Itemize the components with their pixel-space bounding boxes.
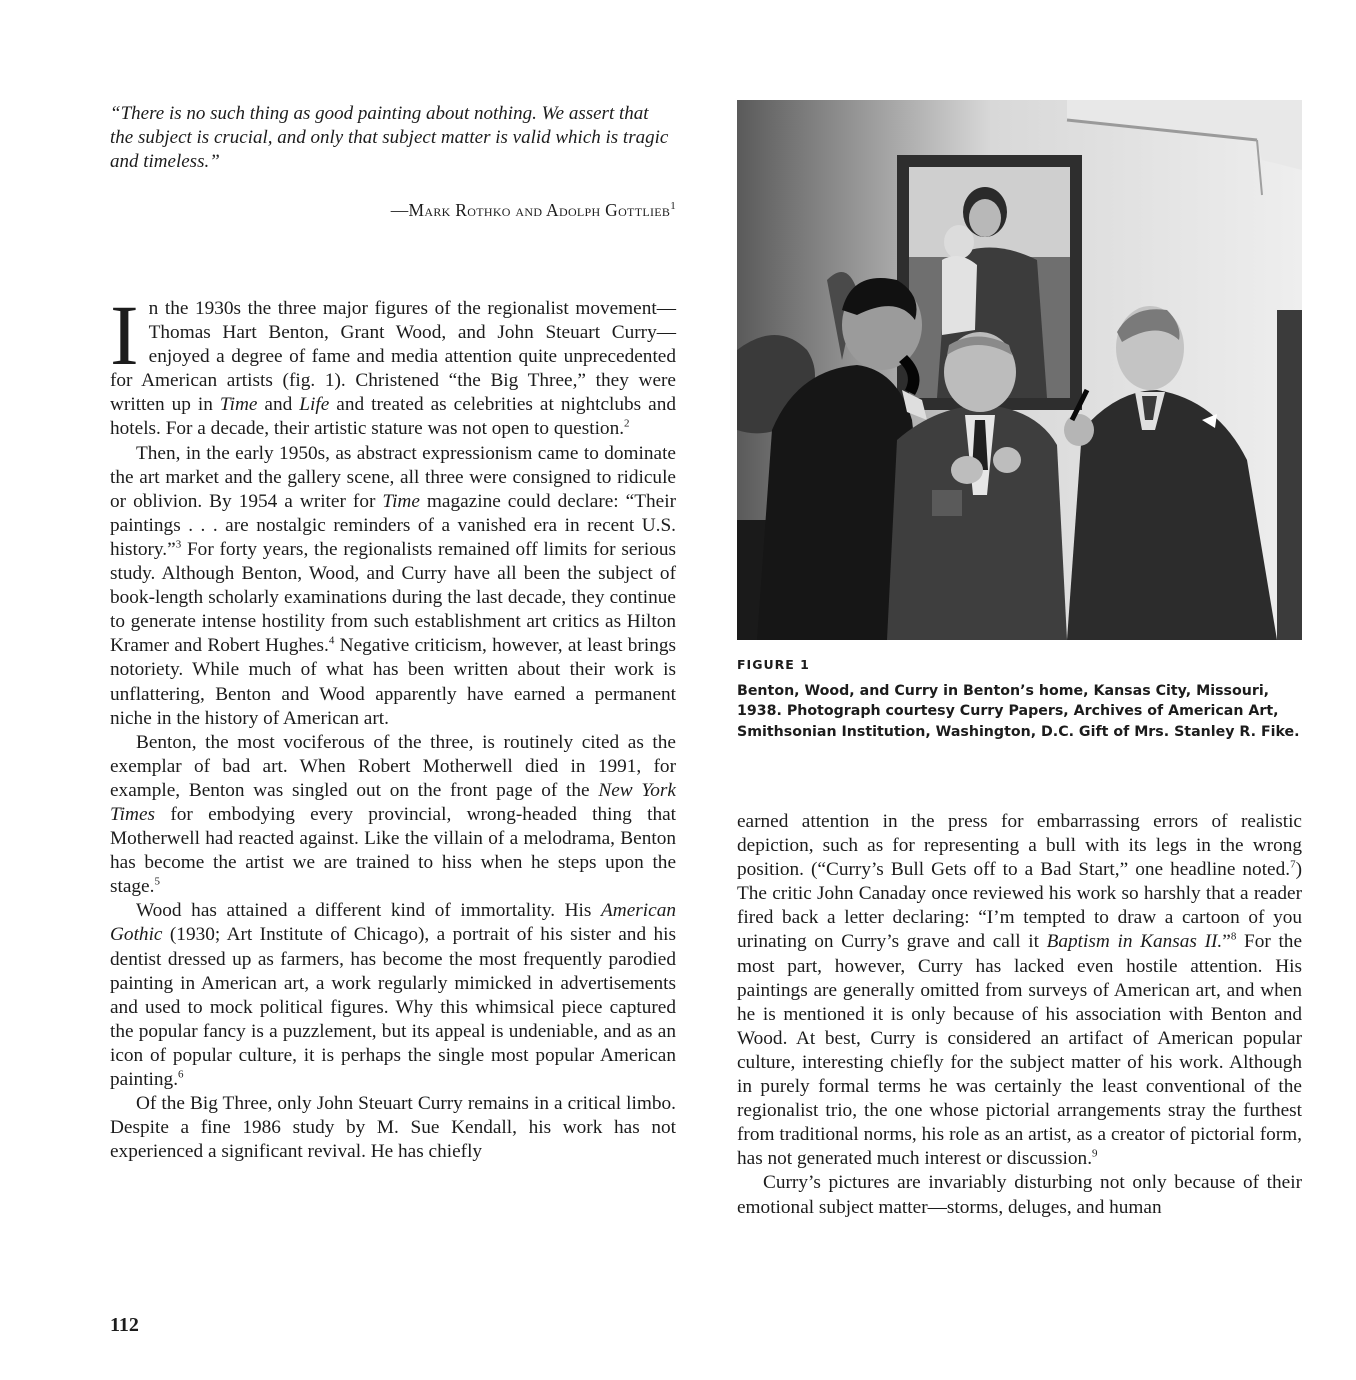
footnote-ref: 4 (328, 634, 335, 647)
footnote-ref: 7 (1290, 858, 1296, 871)
figure-caption (737, 657, 1302, 742)
paragraph-2: Then, in the early 1950s, as abstract expressionism came to dominate the art market and the gallery scene, all three were consigned to ridicule or oblivion. By 1954 a writer for Time magazine could declare: “Their paintings . . . are nostalgic reminders of a vanished era in recent U.S. history.”$^3$ For forty years, the regionalists remained off limits for serious study. Although Benton, Wood, and Curry have all been the subject of book-length scholarly examinations during the last decade, they continue to generate intense hostility from such establishment art critics as Hilton Kramer and Robert Hughes.$^4$ Negative criticism, however, at least brings notoriety. While much of what has been written about their work is unflattering, Benton and Wood apparently have earned a permanent niche in the history of American art. (110, 442, 676, 729)
footnote-ref: 8 (1230, 931, 1237, 944)
attribution-text: —Mark Rothko and Adolph Gottlieb (390, 200, 671, 220)
footnote-ref: 5 (154, 875, 160, 888)
epigraph-quote: “There is no such thing as good painting about nothing. We assert that the subject is crucial, and only that subject matter is valid which is tragic and timeless.” (110, 103, 669, 172)
footnote-ref: 6 (178, 1068, 184, 1081)
footnote-ref: 3 (175, 538, 182, 551)
footnote-ref: 1 (670, 200, 676, 213)
figure-photograph (737, 100, 1302, 640)
footnote-ref: 2 (624, 418, 630, 431)
footnote-ref: 9 (1092, 1147, 1098, 1160)
paragraph-next: Curry’s pictures are invariably disturbing not only because of their emotional subject matter—storms, deluges, and human (737, 1172, 1302, 1218)
left-column (110, 287, 676, 1164)
paragraph-1: In the 1930s the three major figures of the regionalist movement—Thomas Hart Benton, Grant Wood, and John Steuart Curry—enjoyed a degree of fame and media attention quite unprecedented for American artists (fig. 1). Christened “the Big Three,” they were written up in Time and Life and treated as celebrities at nightclubs and hotels. For a decade, their artistic stature was not open to question.$^2$ (110, 287, 676, 440)
paragraph-3: Benton, the most vociferous of the three, is routinely cited as the exemplar of bad art. When Robert Motherwell died in 1991, for example, Benton was singled out on the front page of the New York Times for embodying every provincial, wrong-headed thing that Motherwell had reacted against. Like the villain of a melodrama, Benton has become the artist we are trained to hiss when he steps upon the stage.$^5$ (110, 731, 676, 898)
page-number: 112 (110, 1314, 139, 1336)
epigraph-attribution (391, 200, 676, 221)
figure-caption-text: Benton, Wood, and Curry in Benton’s home, Kansas City, Missouri, 1938. Photograph courtesy Curry Papers, Archives of American Art, Smithsonian Institution, Washington, D.C. Gift of Mrs. Stanley R. Fike. (737, 683, 1300, 740)
figure-label: FIGURE 1 (737, 657, 810, 672)
photo-illustration (737, 100, 1302, 640)
drop-cap: I (110, 287, 139, 383)
paragraph-continued: earned attention in the press for embarrassing errors of realistic depiction, such as for representing a bull with its legs in the wrong position. (“Curry’s Bull Gets off to a Bad Start,” one headline noted.$^7$) The critic John Canaday once reviewed his work so harshly that a reader fired back a letter declaring: “I’m tempted to draw a cartoon of you urinating on Curry’s grave and call it Baptism in Kansas II.”$^8$ For the most part, however, Curry has lacked even hostile attention. His paintings are generally omitted from surveys of American art, and when he is mentioned it is only because of his association with Benton and Wood. At best, Curry is considered an artifact of American popular culture, interesting chiefly for the subject matter of his work. Although in purely formal terms he was certainly the least conventional of the regionalist trio, the one whose pictorial arrangements stray the furthest from traditional norms, his role as an artist, as a creator of pictorial form, has not generated much interest or discussion.$^9$ (737, 811, 1302, 1170)
paragraph-5: Of the Big Three, only John Steuart Curry remains in a critical limbo. Despite a fine 1986 study by M. Sue Kendall, his work has not experienced a significant revival. He has chiefly (110, 1093, 676, 1163)
right-column (737, 810, 1302, 1220)
paragraph-4: Wood has attained a different kind of immortality. His American Gothic (1930; Art Institute of Chicago), a portrait of his sister and his dentist dressed up as farmers, has become the most frequently parodied painting in American art, a work regularly mimicked in advertisements and used to mock political figures. Why this whimsical piece captured the popular fancy is a puzzlement, but its appeal is undeniable, and as an icon of popular culture, it is perhaps the single most popular American painting.$^6$ (110, 900, 676, 1090)
